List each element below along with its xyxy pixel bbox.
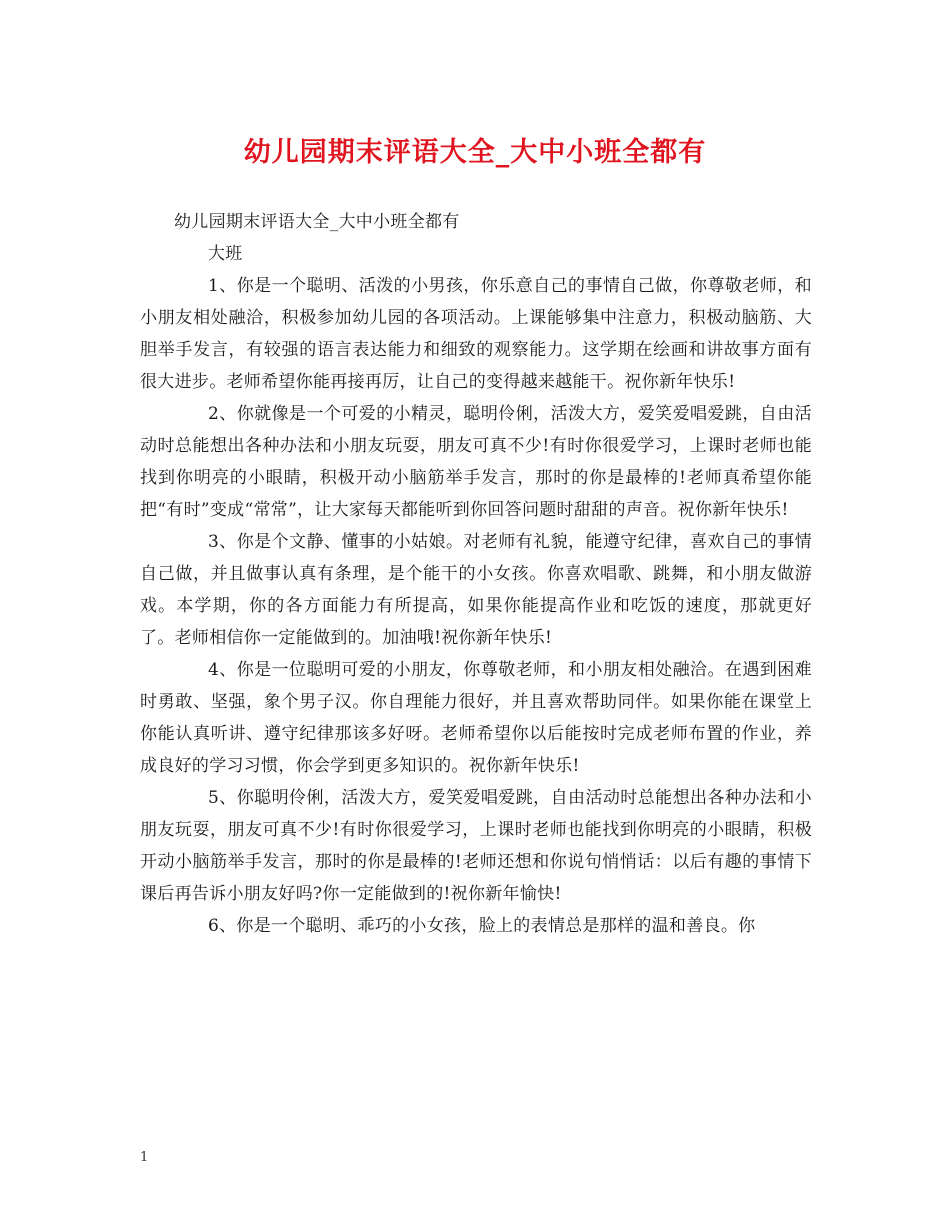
document-body — [140, 206, 812, 942]
comment-paragraph: 4、你是一位聪明可爱的小朋友，你尊敬老师，和小朋友相处融洽。在遇到困难时勇敢、坚强，象个男子汉。你自理能力很好，并且喜欢帮助同伴。如果你能在课堂上你能认真听讲、遵守纪律那该多好呀。老师希望你以后能按时完成老师布置的作业，养成良好的学习习惯，你会学到更多知识的。祝你新年快乐! — [140, 660, 812, 776]
comment-paragraph: 2、你就像是一个可爱的小精灵，聪明伶俐，活泼大方，爱笑爱唱爱跳，自由活动时总能想出各种办法和小朋友玩耍，朋友可真不少!有时你很爱学习，上课时老师也能找到你明亮的小眼睛，积极开动小脑筋举手发言，那时的你是最棒的!老师真希望你能把“有时”变成“常常”，让大家每天都能听到你回答问题时甜甜的声音。祝你新年快乐! — [140, 404, 812, 520]
page-number: 1 — [140, 1150, 149, 1165]
document-subtitle: 幼儿园期末评语大全_大中小班全都有 — [174, 212, 460, 232]
comment-paragraph: 6、你是一个聪明、乖巧的小女孩，脸上的表情总是那样的温和善良。你 — [208, 916, 756, 936]
comment-paragraph: 3、你是个文静、懂事的小姑娘。对老师有礼貌，能遵守纪律，喜欢自己的事情自己做，并且做事认真有条理，是个能干的小女孩。你喜欢唱歌、跳舞，和小朋友做游戏。本学期，你的各方面能力有所提高，如果你能提高作业和吃饭的速度，那就更好了。老师相信你一定能做到的。加油哦!祝你新年快乐! — [140, 532, 812, 648]
comment-paragraph: 1、你是一个聪明、活泼的小男孩，你乐意自己的事情自己做，你尊敬老师，和小朋友相处融洽，积极参加幼儿园的各项活动。上课能够集中注意力，积极动脑筋、大胆举手发言，有较强的语言表达能力和细致的观察能力。这学期在绘画和讲故事方面有很大进步。老师希望你能再接再厉，让自己的变得越来越能干。祝你新年快乐! — [140, 276, 812, 392]
comment-paragraph: 5、你聪明伶俐，活泼大方，爱笑爱唱爱跳，自由活动时总能想出各种办法和小朋友玩耍，朋友可真不少!有时你很爱学习，上课时老师也能找到你明亮的小眼睛，积极开动小脑筋举手发言，那时的你是最棒的!老师还想和你说句悄悄话：以后有趣的事情下课后再告诉小朋友好吗?你一定能做到的!祝你新年愉快! — [140, 788, 812, 904]
page-title: 幼儿园期末评语大全_大中小班全都有 — [243, 137, 707, 168]
section-heading: 大班 — [208, 244, 243, 264]
